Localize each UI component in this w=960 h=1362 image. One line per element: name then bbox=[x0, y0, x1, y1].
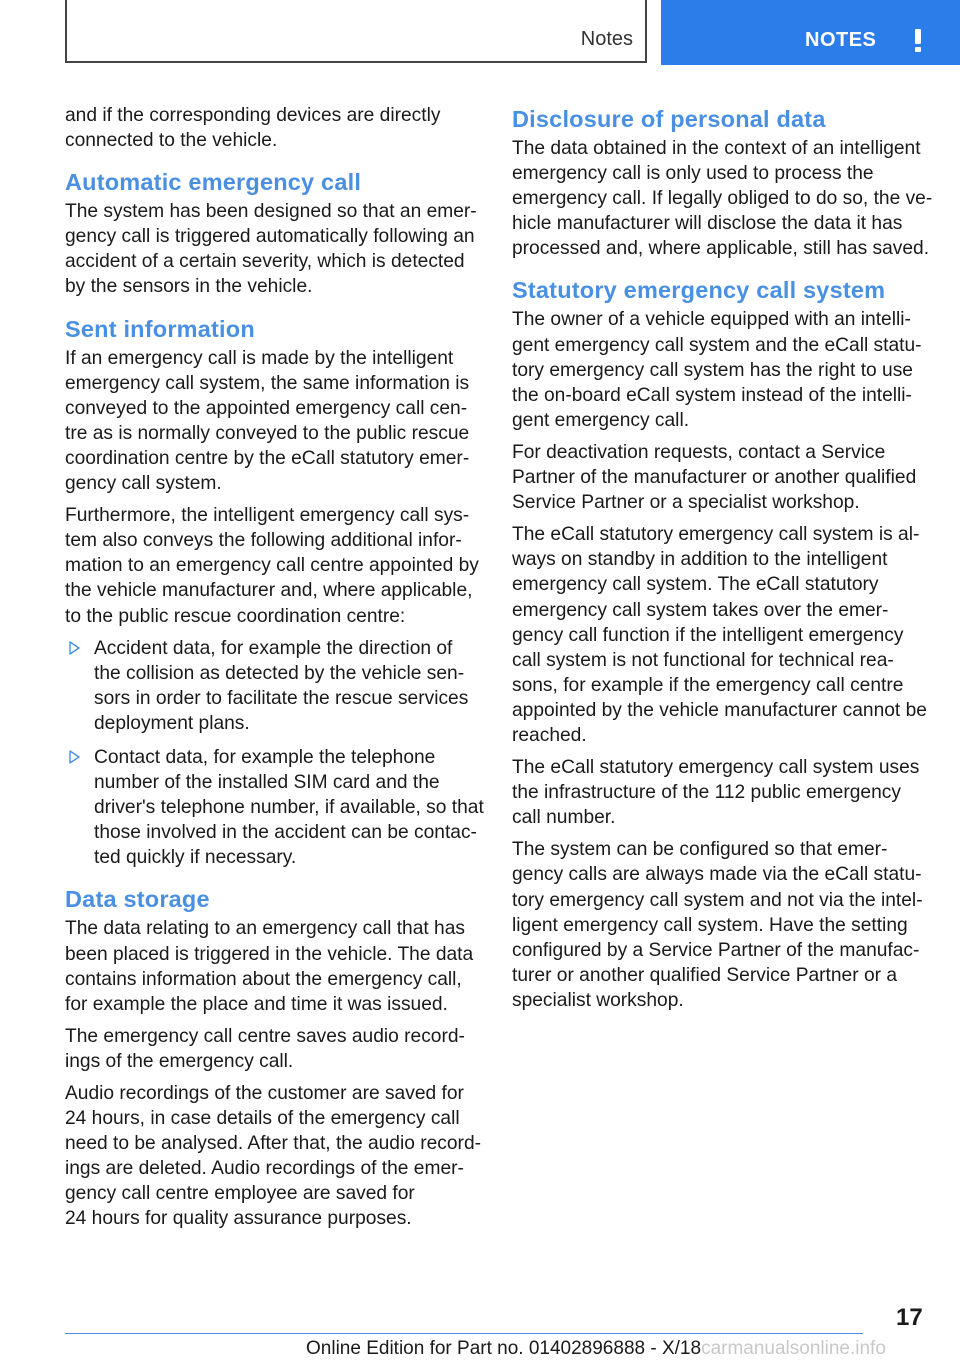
page-number: 17 bbox=[896, 1304, 923, 1331]
exclamation-icon bbox=[905, 27, 931, 53]
bullet-list bbox=[65, 636, 484, 871]
heading-automatic-emergency-call: Automatic emergency call bbox=[65, 169, 362, 196]
left-column bbox=[65, 103, 484, 1239]
paragraph: The emergency call centre saves audio record‐ ings of the emergency call. bbox=[65, 1025, 465, 1072]
chapter-tab bbox=[661, 0, 960, 65]
footer-watermark: carmanualsonline.info bbox=[701, 1338, 886, 1359]
chapter-label: NOTES bbox=[805, 29, 877, 51]
paragraph: The eCall statutory emergency call system is al‐ ways on standby in addition to the intelligent emergency call system. The eCall statutory emergency call system takes over the emer‐ gency call function if the intelligent emergency call system is not functional for technical rea‐ sons, for example if the emergency call centre appointed by the vehicle manufacturer cannot be reached. bbox=[512, 524, 927, 746]
paragraph: Furthermore, the intelligent emergency call sys‐ tem also conveys the following additional infor‐ mation to an emergency call centre appointed by the vehicle manufacturer and, where applicable, to the public rescue coordination centre: bbox=[65, 505, 479, 627]
heading-disclosure-of-personal-data: Disclosure of personal data bbox=[512, 106, 826, 132]
paragraph: The data obtained in the context of an intelligent emergency call is only used to process the emergency call. If legally obliged to do so, the ve‐ hicle manufacturer will disclose the data it has processed and, where applicable, still has saved. bbox=[512, 138, 933, 260]
paragraph: For deactivation requests, contact a Service Partner of the manufacturer or another qualified Service Partner or a specialist workshop. bbox=[512, 441, 917, 514]
list-item: Accident data, for example the direction of the collision as detected by the vehicle sen‐ sors in order to facilitate the rescue services deployment plans. bbox=[65, 636, 480, 736]
heading-statutory-emergency-call-system: Statutory emergency call system bbox=[512, 277, 886, 304]
paragraph: The eCall statutory emergency call system uses the infrastructure of the 112 public emergency call number. bbox=[512, 757, 920, 829]
list-item: Contact data, for example the telephone number of the installed SIM card and the driver's telephone number, if available, so that those involved in the accident can be contac‐ ted quickly if necessary. bbox=[65, 745, 480, 870]
footer-edition-text: Online Edition for Part no. 01402896888 - X/18carmanualsonline.info bbox=[306, 1338, 886, 1359]
paragraph: The owner of a vehicle equipped with an intelli‐ gent emergency call system and the eCall statu‐ tory emergency call system has the right to use the on-board eCall system instead of the intelli‐ gent emergency call. bbox=[512, 309, 922, 431]
right-column bbox=[512, 104, 932, 1020]
heading-sent-information: Sent information bbox=[65, 315, 255, 342]
triangle-bullet-icon bbox=[67, 641, 81, 655]
section-header-box bbox=[65, 0, 647, 63]
footer-divider bbox=[65, 1333, 863, 1334]
paragraph: The system has been designed so that an emer‐ gency call is triggered automatically following an accident of a certain severity, which is detected by the sensors in the vehicle. bbox=[65, 201, 477, 298]
paragraph: The data relating to an emergency call that has been placed is triggered in the vehicle. The data contains information about the emergency call, for example the place and time it was issued. bbox=[65, 918, 474, 1015]
heading-data-storage: Data storage bbox=[65, 886, 210, 913]
paragraph: If an emergency call is made by the intelligent emergency call system, the same information is conveyed to the appointed emergency call cen‐ tre as is normally conveyed to the public rescue coordination centre by the eCall statutory emer‐ gency call system. bbox=[65, 347, 470, 495]
triangle-bullet-icon bbox=[67, 750, 81, 764]
section-label: Notes bbox=[580, 28, 633, 50]
intro-paragraph: and if the corresponding devices are directly connected to the vehicle. bbox=[65, 105, 441, 152]
paragraph: The system can be configured so that emer‐ gency calls are always made via the eCall statu‐ tory emergency call system and not via the intel‐ ligent emergency call system. Have the setting configured by a Service Partner of the manufac‐ turer or another qualified Service Partner or a specialist workshop. bbox=[512, 839, 923, 1011]
paragraph: Audio recordings of the customer are saved for 24 hours, in case details of the emergency call need to be analysed. After that, the audio record‐ ings are deleted. Audio recordings of the emer‐ gency call centre employee are saved for 24 hours for quality assurance purposes. bbox=[65, 1083, 482, 1230]
